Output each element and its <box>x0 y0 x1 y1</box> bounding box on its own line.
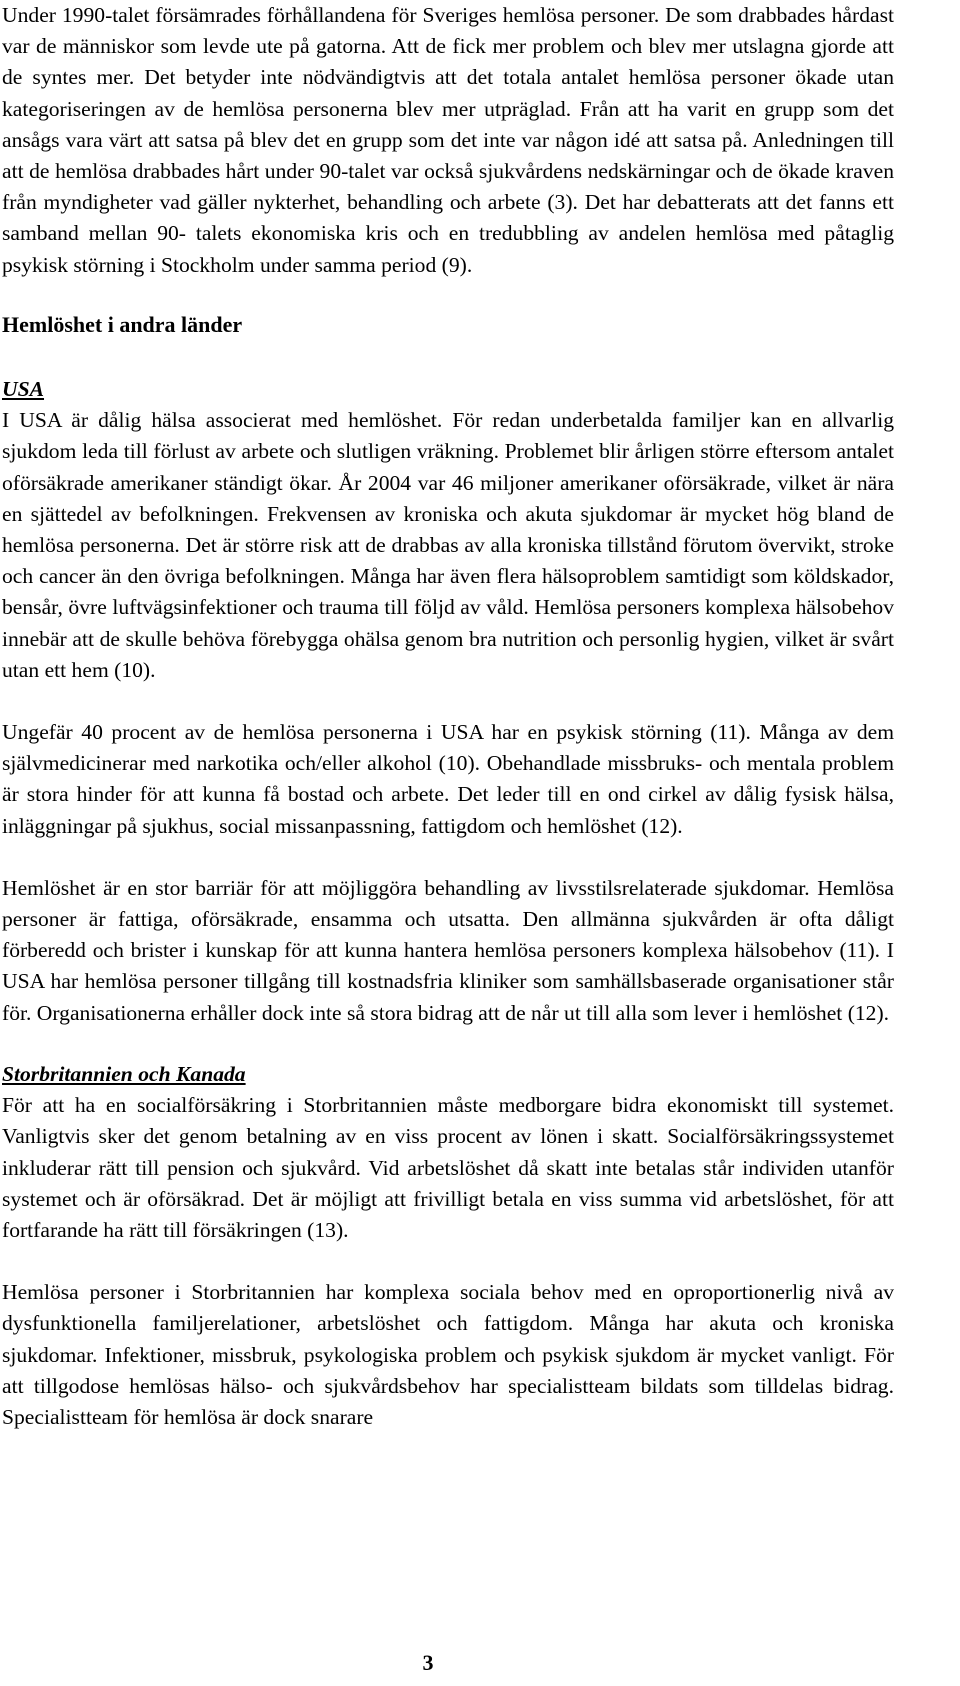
subheading-uk-canada: Storbritannien och Kanada <box>2 1061 246 1086</box>
paragraph-usa-2: Ungefär 40 procent av de hemlösa personerna i USA har en psykisk störning (11). Många av dem självmedicinerar med narkotika och/eller alkohol (10). Obehandlade missbruks- och mentala problem är stora hinder för att kunna få bostad och arbete. Det leder till en ond cirkel av dålig fysisk hälsa, inläggningar på sjukhus, social missanpassning, fattigdom och hemlöshet (12). <box>2 720 894 838</box>
paragraph-intro: Under 1990-talet försämrades förhållandena för Sveriges hemlösa personer. De som drabbades hårdast var de människor som levde ute på gatorna. Att de fick mer problem och blev mer utslagna gjorde att de syntes mer. Det betyder inte nödvändigtvis att det totala antalet hemlösa personer ökade utan kategoriseringen av de hemlösa personerna blev mer utpräglad. Från att ha varit en grupp som det ansågs vara värt att satsa på blev det en grupp som det inte var någon idé att satsa på. Anledningen till att de hemlösa drabbades hårt under 90-talet var också sjukvårdens nedskärningar och de ökade kraven från myndigheter vad gäller nykterhet, behandling och arbete (3). Det har debatterats att det fanns ett samband mellan 90- talets ekonomiska kris och en tredubbling av andelen hemlösa med påtaglig psykisk störning i Stockholm under samma period (9). <box>2 3 894 277</box>
paragraph-usa-1: I USA är dålig hälsa associerat med hemlöshet. För redan underbetalda familjer kan en allvarlig sjukdom leda till förlust av arbete och slutligen vräkning. Problemet blir årligen större eftersom antalet oförsäkrade amerikaner ständigt ökar. År 2004 var 46 miljoner amerikaner oförsäkrade, vilket är nära en sjättedel av befolkningen. Frekvensen av kroniska och akuta sjukdomar är mycket hög bland de hemlösa personerna. Det är större risk att de drabbas av alla kroniska tillstånd förutom övervikt, stroke och cancer än den övriga befolkningen. Många har även flera hälsoproblem samtidigt som köldskador, bensår, övre luftvägsinfektioner och trauma till följd av våld. Hemlösa personers komplexa hälsobehov innebär att de skulle behöva förebygga ohälsa genom bra nutrition och personlig hygien, vilket är svårt utan ett hem (10). <box>2 408 894 682</box>
paragraph-usa-3: Hemlöshet är en stor barriär för att möjliggöra behandling av livsstilsrelaterade sjukdomar. Hemlösa personer är fattiga, oförsäkrade, ensamma och utsatta. Den allmänna sjukvården är ofta dåligt förberedd och brister i kunskap för att kunna hantera hemlösa personers komplexa hälsobehov (11). I USA har hemlösa personer tillgång till kostnadsfria kliniker som samhällsbaserade organisationer står för. Organisationerna erhåller dock inte så stora bidrag att de når ut till alla som lever i hemlöshet (12). <box>2 875 894 1025</box>
section-heading: Hemlöshet i andra länder <box>2 311 243 337</box>
paragraph-uk-2: Hemlösa personer i Storbritannien har komplexa sociala behov med en oproportionerlig nivå av dysfunktionella familjerelationer, arbetslöshet och fattigdom. Många har akuta och kroniska sjukdomar. Infektioner, missbruk, psykologiska problem och psykisk sjukdom är mycket vanligt. För att tillgodose hemlösas hälso- och sjukvårdsbehov har specialistteam bildats som tilldelas bidrag. Specialistteam för hemlösa är dock snarare <box>2 1280 894 1429</box>
document-body <box>2 0 894 1433</box>
page-number: 3 <box>422 1650 434 1675</box>
subheading-usa: USA <box>2 377 45 402</box>
paragraph-uk-1: För att ha en socialförsäkring i Storbritannien måste medborgare bidra ekonomiskt till systemet. Vanligtvis sker det genom betalning av en viss procent av lönen i skatt. Socialförsäkringssystemet inkluderar rätt till pension och sjukvård. Vid arbetslöshet då skatt inte betalas står individen utanför systemet och är oförsäkrad. Det är möjligt att frivilligt betala en viss summa vid arbetslöshet, för att fortfarande ha rätt till försäkringen (13). <box>2 1093 894 1242</box>
